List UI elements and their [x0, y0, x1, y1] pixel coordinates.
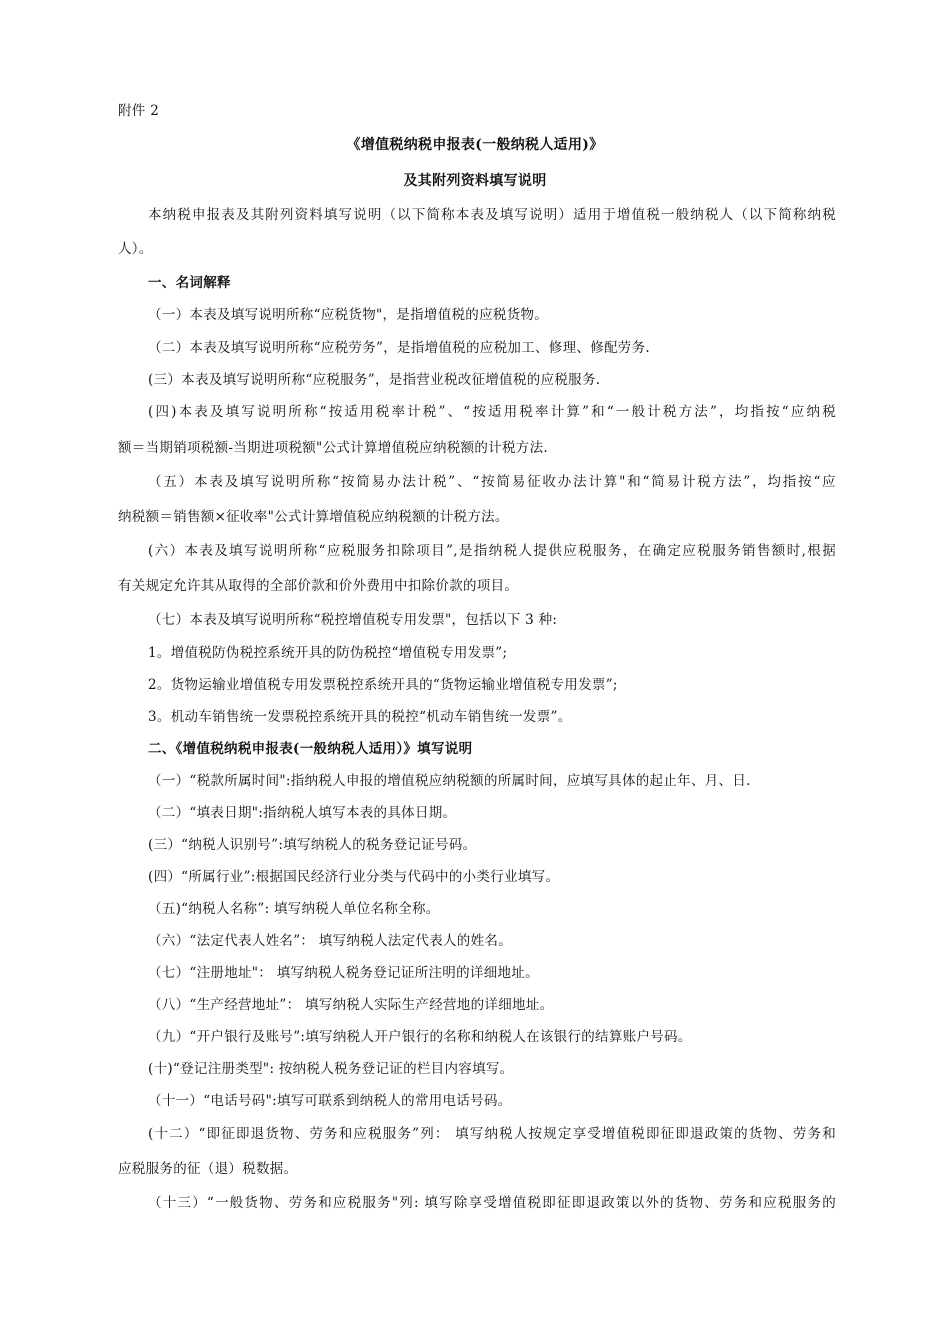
document-title: 《增值税纳税申报表(一般纳税人适用)》 [346, 137, 604, 153]
document-subtitle: 及其附列资料填写说明 [403, 173, 547, 189]
invoice-type-2: 2。货物运输业增值税专用发票税控系统开具的“货物运输业增值税专用发票”; [148, 677, 618, 693]
fill-item-8: （八）“生产经营地址”： 填写纳税人实际生产经营地的详细地址。 [148, 997, 554, 1013]
invoice-type-3: 3。机动车销售统一发票税控系统开具的税控“机动车销售统一发票”。 [148, 709, 572, 725]
fill-item-10: (十)“登记注册类型": 按纳税人税务登记证的栏目内容填写。 [148, 1061, 514, 1077]
term-item-5-line-2: 纳税额＝销售额×征收率"公式计算增值税应纳税额的计税方法。 [118, 509, 509, 525]
fill-item-7: （七）“注册地址"： 填写纳税人税务登记证所注明的详细地址。 [148, 965, 539, 981]
attachment-label: 附件 2 [118, 103, 160, 119]
fill-item-13-line-1: （十三）“一般货物、劳务和应税服务"列: 填写除享受增值税即征即退政策以外的货物、劳务和应税服务的 [148, 1195, 836, 1211]
term-item-4-line-2: 额＝当期销项税额-当期进项税额"公式计算增值税应纳税额的计税方法. [118, 440, 548, 456]
term-item-3: (三）本表及填写说明所称“应税服务”，是指营业税改征增值税的应税服务. [148, 372, 601, 388]
term-item-7: （七）本表及填写说明所称“税控增值税专用发票"，包括以下 3 种: [148, 612, 558, 628]
term-item-4-line-1: (四)本表及填写说明所称“按适用税率计税”、“按适用税率计算”和“一般计税方法”，均指按“应纳税 [148, 404, 836, 420]
fill-item-12-line-2: 应税服务的征（退）税数据。 [118, 1161, 298, 1177]
term-item-1: （一）本表及填写说明所称“应税货物"，是指增值税的应税货物。 [148, 307, 549, 323]
term-item-2: （二）本表及填写说明所称“应税劳务”，是指增值税的应税加工、修理、修配劳务. [148, 340, 650, 356]
fill-item-4: (四）“所属行业”:根据国民经济行业分类与代码中的小类行业填写。 [148, 869, 560, 885]
term-item-6-line-2: 有关规定允许其从取得的全部价款和价外费用中扣除价款的项目。 [118, 578, 519, 594]
section-2-heading: 二、《增值税纳税申报表(一般纳税人适用）》填写说明 [148, 741, 473, 757]
fill-item-6: （六）“法定代表人姓名”： 填写纳税人法定代表人的姓名。 [148, 933, 512, 949]
fill-item-12-line-1: (十二）“即征即退货物、劳务和应税服务”列： 填写纳税人按规定享受增值税即征即退政策的货物、劳务和 [148, 1126, 836, 1142]
intro-line-1: 本纳税申报表及其附列资料填写说明（以下简称本表及填写说明）适用于增值税一般纳税人（以下简称纳税 [148, 207, 836, 223]
fill-item-2: （二）“填表日期":指纳税人填写本表的具体日期。 [148, 805, 457, 821]
term-item-6-line-1: (六）本表及填写说明所称“应税服务扣除项目”,是指纳税人提供应税服务，在确定应税服务销售额时,根据 [148, 543, 836, 559]
term-item-5-line-1: （五）本表及填写说明所称“按简易办法计税”、“按简易征收办法计算"和“简易计税方法”，均指按“应 [148, 474, 836, 490]
intro-line-2: 人）。 [118, 241, 153, 257]
fill-item-1: （一）“税款所属时间":指纳税人申报的增值税应纳税额的所属时间，应填写具体的起止年、月、日. [148, 773, 751, 789]
fill-item-3: (三）“纳税人识别号”:填写纳税人的税务登记证号码。 [148, 837, 477, 853]
fill-item-5: （五)“纳税人名称”: 填写纳税人单位名称全称。 [148, 901, 440, 917]
fill-item-9: （九）“开户银行及账号”:填写纳税人开户银行的名称和纳税人在该银行的结算账户号码。 [148, 1029, 692, 1045]
fill-item-11: （十一）“电话号码":填写可联系到纳税人的常用电话号码。 [148, 1093, 512, 1109]
invoice-type-1: 1。增值税防伪税控系统开具的防伪税控“增值税专用发票”; [148, 645, 508, 661]
section-1-heading: 一、名词解释 [148, 275, 231, 291]
